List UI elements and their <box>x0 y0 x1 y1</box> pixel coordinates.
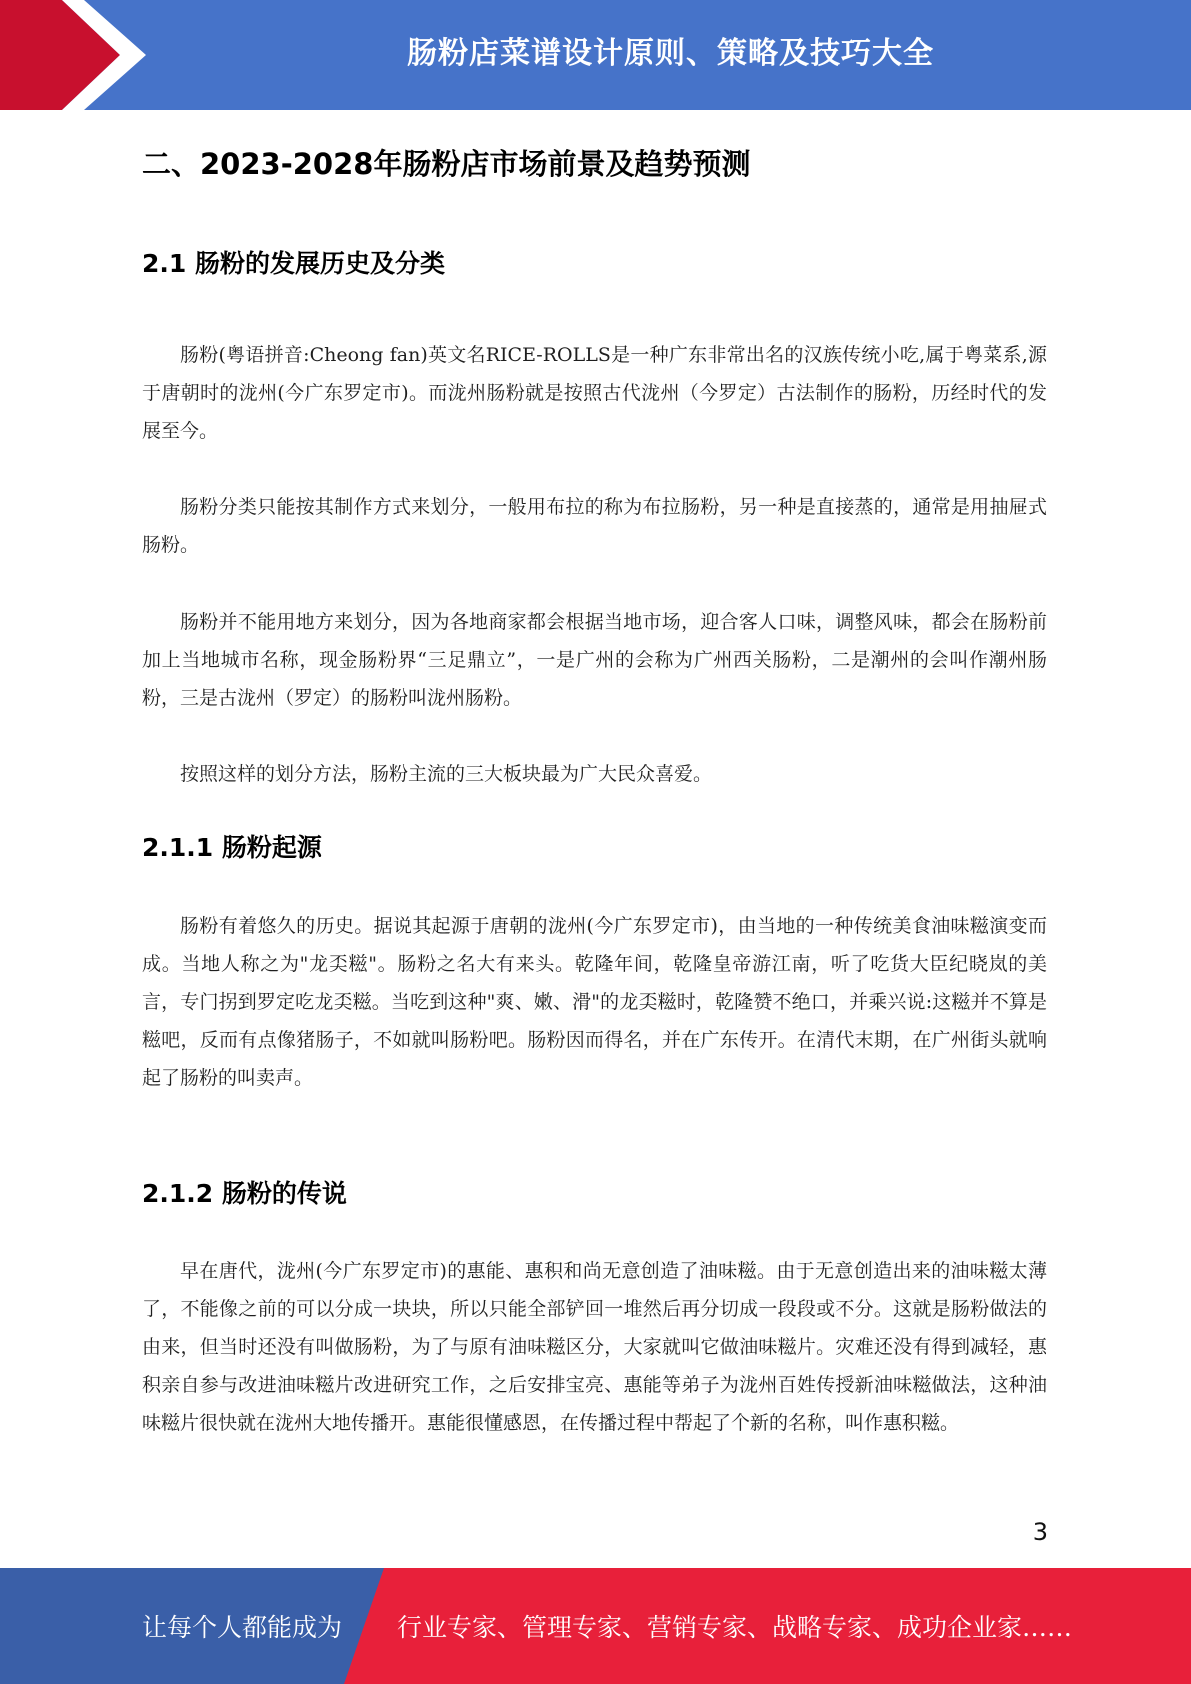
header-title: 肠粉店菜谱设计原则、策略及技巧大全 <box>407 36 934 71</box>
footer-slogan-right: 行业专家、管理专家、营销专家、战略专家、成功企业家…… <box>397 1613 1073 1642</box>
paragraph: 肠粉(粤语拼音:Cheong fan)英文名RICE-ROLLS是一种广东非常出名的汉族传统小吃,属于粤菜系,源于唐朝时的泷州(今广东罗定市)。而泷州肠粉就是按照古代泷州（今罗定）古法制作的肠粉，历经时代的发展至今。 <box>142 344 1047 442</box>
page-header <box>0 0 1191 110</box>
footer-slogan-left: 让每个人都能成为 <box>142 1613 343 1642</box>
paragraph: 早在唐代，泷州(今广东罗定市)的惠能、惠积和尚无意创造了油味糍。由于无意创造出来的油味糍太薄了，不能像之前的可以分成一块块，所以只能全部铲回一堆然后再分切成一段段或不分。这就是肠粉做法的由来，但当时还没有叫做肠粉，为了与原有油味糍区分，大家就叫它做油味糍片。灾难还没有得到减轻，惠积亲自参与改进油味糍片改进研究工作，之后安排宝亮、惠能等弟子为泷州百姓传授新油味糍做法，这种油味糍片很快就在泷州大地传播开。惠能很懂感恩，在传播过程中帮起了个新的名称，叫作惠积糍。 <box>142 1260 1047 1434</box>
header-arrow-decoration <box>0 0 160 110</box>
section-heading-2-1-2: 2.1.2 肠粉的传说 <box>142 1179 347 1208</box>
chapter-title: 二、2023-2028年肠粉店市场前景及趋势预测 <box>142 147 751 181</box>
paragraph: 肠粉并不能用地方来划分，因为各地商家都会根据当地市场，迎合客人口味，调整风味，都会在肠粉前加上当地城市名称，现金肠粉界“三足鼎立”，一是广州的会称为广州西关肠粉，二是潮州的会叫作潮州肠粉，三是古泷州（罗定）的肠粉叫泷州肠粉。 <box>142 611 1047 709</box>
paragraph: 按照这样的划分方法，肠粉主流的三大板块最为广大民众喜爱。 <box>180 763 713 785</box>
section-heading-2-1: 2.1 肠粉的发展历史及分类 <box>142 249 445 278</box>
section-heading-2-1-1: 2.1.1 肠粉起源 <box>142 833 322 862</box>
page-number: 3 <box>1032 1518 1048 1546</box>
page-footer <box>0 1568 1191 1684</box>
paragraph: 肠粉有着悠久的历史。据说其起源于唐朝的泷州(今广东罗定市)，由当地的一种传统美食油味糍演变而成。当地人称之为"龙奀糍"。肠粉之名大有来头。乾隆年间，乾隆皇帝游江南，听了吃货大臣纪晓岚的美言，专门拐到罗定吃龙奀糍。当吃到这种"爽、嫩、滑"的龙奀糍时，乾隆赞不绝口，并乘兴说:这糍并不算是糍吧，反而有点像猪肠子，不如就叫肠粉吧。肠粉因而得名，并在广东传开。在清代末期，在广州街头就响起了肠粉的叫卖声。 <box>142 915 1047 1089</box>
paragraph: 肠粉分类只能按其制作方式来划分，一般用布拉的称为布拉肠粉，另一种是直接蒸的，通常是用抽屉式肠粉。 <box>142 496 1047 556</box>
